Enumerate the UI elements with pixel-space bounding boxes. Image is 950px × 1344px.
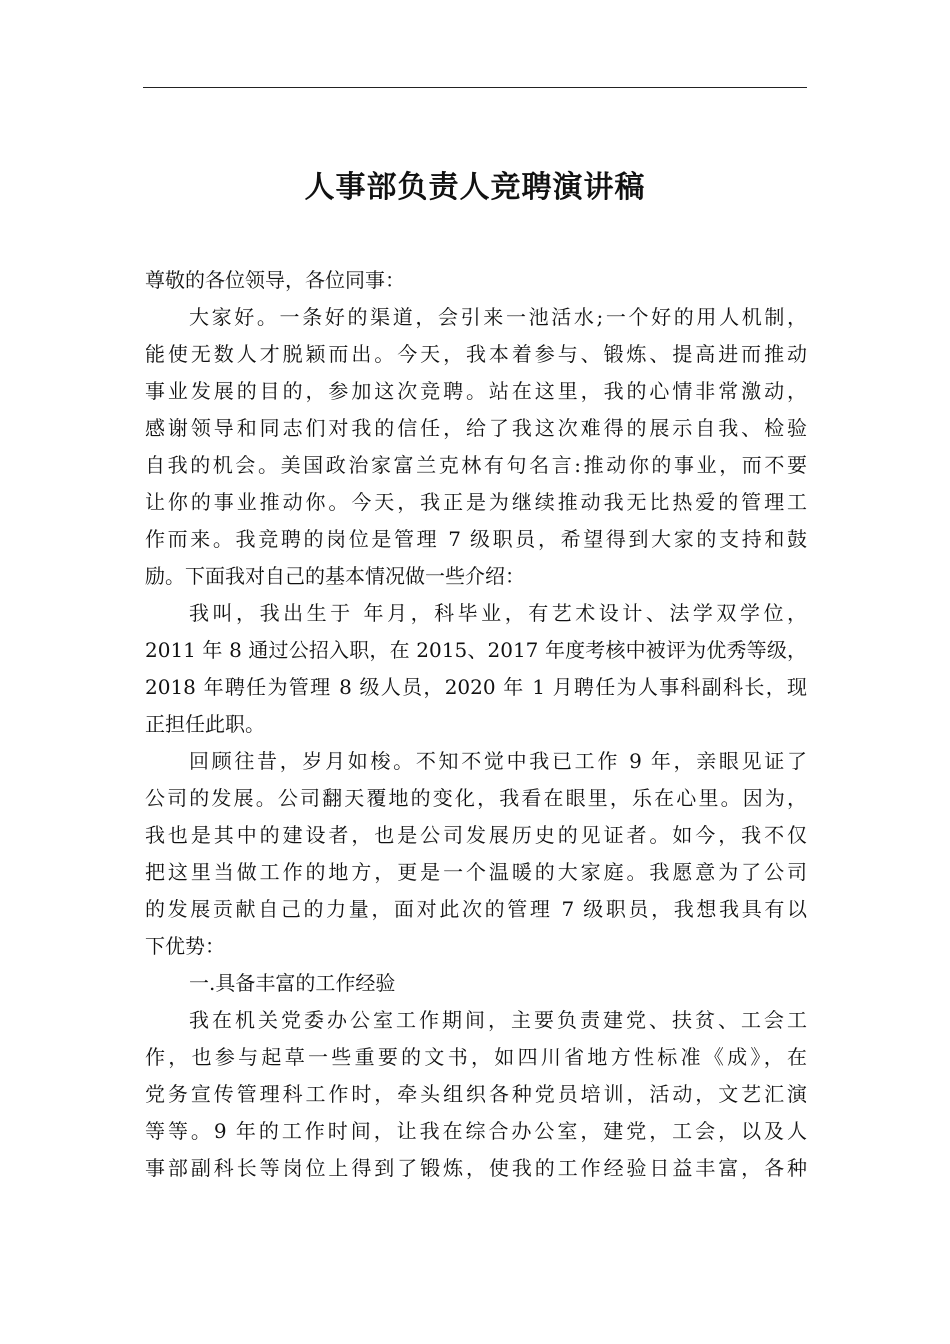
text-line: 把这里当做工作的地方，更是一个温暖的大家庭。我愿意为了公司	[145, 860, 807, 884]
text-line: 能使无数人才脱颖而出。今天，我本着参与、锻炼、提高进而推动	[145, 342, 807, 366]
document-title: 人事部负责人竞聘演讲稿	[304, 170, 646, 205]
text-line: 作而来。我竞聘的岗位是管理 7 级职员，希望得到大家的支持和鼓	[145, 527, 807, 551]
header-rule	[143, 87, 807, 88]
text-line: 让你的事业推动你。今天，我正是为继续推动我无比热爱的管理工	[145, 490, 807, 514]
text-line: 我叫，我出生于 年月，科毕业，有艺术设计、法学双学位，	[189, 601, 807, 625]
text-line: 下优势：	[145, 934, 225, 958]
text-line: 正担任此职。	[145, 712, 265, 736]
text-line: 党务宣传管理科工作时，牵头组织各种党员培训，活动，文艺汇演	[145, 1082, 807, 1106]
text-line: 2011 年 8 通过公招入职，在 2015、2017 年度考核中被评为优秀等级，	[145, 638, 807, 662]
text-line: 一.具备丰富的工作经验	[189, 971, 396, 995]
text-line: 公司的发展。公司翻天覆地的变化，我看在眼里，乐在心里。因为，	[145, 786, 807, 810]
text-line: 我在机关党委办公室工作期间，主要负责建党、扶贫、工会工	[189, 1008, 807, 1032]
text-line: 事业发展的目的，参加这次竞聘。站在这里，我的心情非常激动，	[145, 379, 807, 403]
text-line: 自我的机会。美国政治家富兰克林有句名言:推动你的事业，而不要	[145, 453, 807, 477]
text-line: 我也是其中的建设者，也是公司发展历史的见证者。如今，我不仅	[145, 823, 807, 847]
text-line: 励。下面我对自己的基本情况做一些介绍：	[145, 564, 525, 588]
text-line: 感谢领导和同志们对我的信任，给了我这次难得的展示自我、检验	[145, 416, 807, 440]
document-body	[145, 262, 807, 1187]
text-line: 2018 年聘任为管理 8 级人员，2020 年 1 月聘任为人事科副科长，现	[145, 675, 807, 699]
text-line: 事部副科长等岗位上得到了锻炼，使我的工作经验日益丰富，各种	[145, 1156, 807, 1180]
text-line: 尊敬的各位领导，各位同事：	[145, 268, 405, 292]
text-line: 回顾往昔，岁月如梭。不知不觉中我已工作 9 年，亲眼见证了	[189, 749, 807, 773]
text-line: 大家好。一条好的渠道，会引来一池活水;一个好的用人机制，	[189, 305, 807, 329]
text-line: 作，也参与起草一些重要的文书，如四川省地方性标准《成》，在	[145, 1045, 807, 1069]
text-line: 等等。9 年的工作时间，让我在综合办公室，建党，工会，以及人	[145, 1119, 807, 1143]
text-line: 的发展贡献自己的力量，面对此次的管理 7 级职员，我想我具有以	[145, 897, 807, 921]
